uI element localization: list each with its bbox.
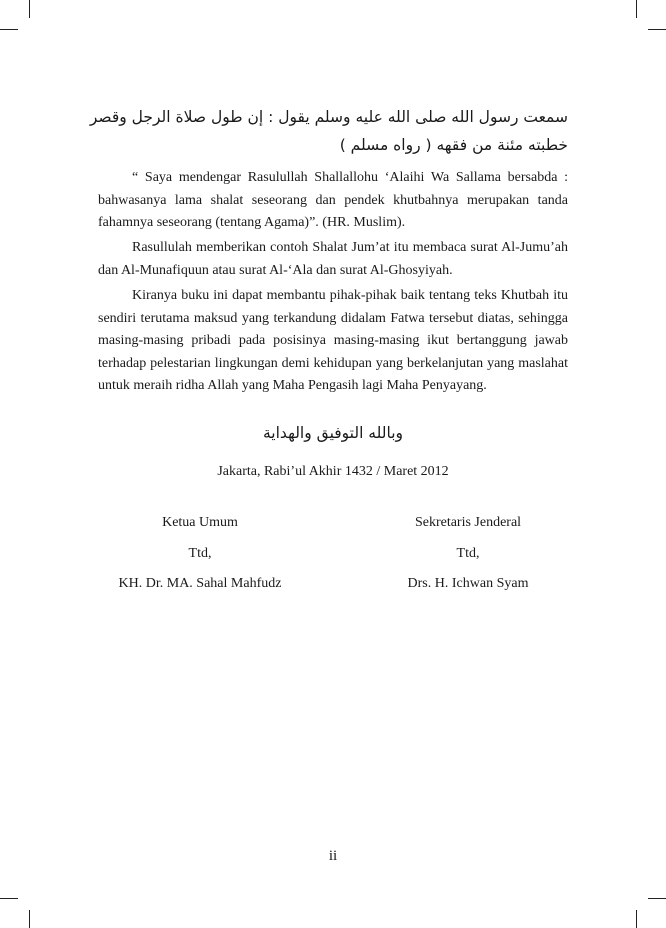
- crop-mark: [636, 0, 637, 18]
- crop-mark: [648, 898, 666, 899]
- arabic-hadith-line-2: خطبته مئنة من فقهه ( رواه مسلم ): [339, 136, 568, 154]
- closing-arabic: وبالله التوفيق والهداية: [263, 424, 403, 442]
- crop-mark: [636, 910, 637, 928]
- left-signatory-title: Ketua Umum: [162, 515, 238, 530]
- hadith-translation-paragraph: “ Saya mendengar Rasulullah Shallallohu ‘Alaihi Wa Sallama bersabda : bahwasanya lama shalat seseorang dan pendek khutbahnya merupakan tanda fahamnya seseorang (tentang Agama)”. (HR. Muslim).: [98, 170, 568, 230]
- date-line: Jakarta, Rabi’ul Akhir 1432 / Maret 2012: [217, 464, 449, 479]
- crop-mark: [0, 29, 18, 30]
- left-signatory-sign: Ttd,: [188, 546, 212, 561]
- left-signatory-name: KH. Dr. MA. Sahal Mahfudz: [118, 576, 282, 591]
- right-signatory-title: Sekretaris Jenderal: [414, 515, 522, 530]
- right-signatory-name: Drs. H. Ichwan Syam: [407, 576, 529, 591]
- page-number: ii: [328, 848, 338, 864]
- crop-mark: [29, 910, 30, 928]
- crop-mark: [29, 0, 30, 18]
- crop-mark: [648, 29, 666, 30]
- friday-prayer-paragraph: Rasullulah memberikan contoh Shalat Jum’at itu membaca surat Al-Jumu’ah dan Al-Munafiquun atau surat Al-‘Ala dan surat Al-Ghosyiyah.: [98, 240, 568, 278]
- crop-mark: [0, 898, 18, 899]
- right-signatory-sign: Ttd,: [456, 546, 480, 561]
- purpose-paragraph: Kiranya buku ini dapat membantu pihak-pihak baik tentang teks Khutbah itu sendiri terutama maksud yang terkandung didalam Fatwa tersebut diatas, sehingga masing-masing pribadi pada posisinya masing-masing ikut bertanggung jawab terhadap pelestarian lingkungan demi kehidupan yang berkelanjutan yang maslahat untuk meraih ridha Allah yang Maha Pengasih lagi Maha Penyayang.: [98, 288, 568, 393]
- arabic-hadith-line-1: سمعت رسول الله صلى الله عليه وسلم يقول : إن طول صلاة الرجل وقصر: [89, 108, 568, 126]
